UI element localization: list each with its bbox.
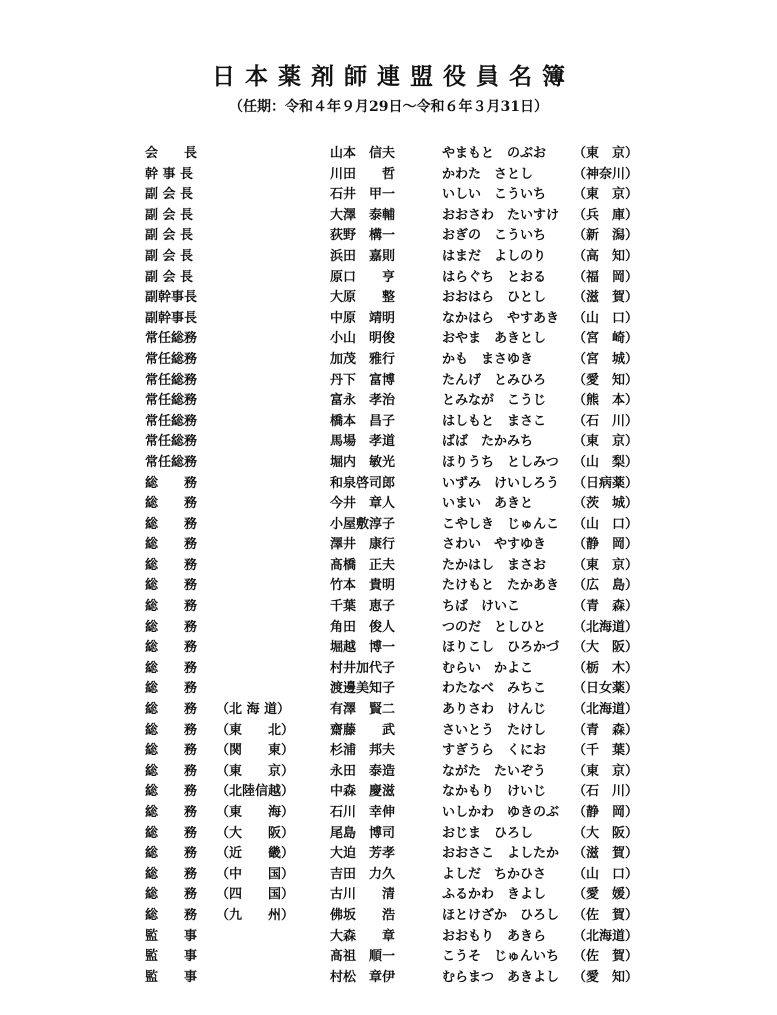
officer-role: 副 会 長 [145, 187, 194, 203]
officer-role: 副 会 長 [145, 228, 194, 244]
officer-name: 有澤 賢二 [330, 702, 396, 718]
officer-name-kana: さいとう たけし [442, 722, 547, 738]
officer-name-kana: いしかわ ゆきのぶ [442, 805, 560, 820]
officer-prefecture: （山 口） [573, 866, 639, 882]
officer-prefecture: （愛 知） [573, 372, 639, 388]
officer-name-kana: おおさわ たいすけ [442, 207, 560, 223]
officer-prefecture: （宮 城） [573, 351, 639, 367]
officer-role: 監 事 [145, 949, 198, 965]
officer-name: 永田 泰造 [330, 763, 396, 779]
officer-name: 今井 章人 [330, 496, 396, 512]
officer-role: 常任総務 [145, 454, 198, 470]
officer-name: 中原 靖明 [330, 310, 396, 326]
officer-role: 総 務 [145, 599, 198, 615]
officer-name-kana: わたなべ みちこ [442, 681, 547, 697]
officer-name: 大迫 芳孝 [330, 846, 396, 862]
officer-prefecture: （広 島） [573, 578, 639, 594]
officer-row [0, 885, 777, 906]
officer-name-kana: おおもり あきら [442, 928, 547, 944]
officer-row [0, 597, 777, 618]
officer-name: 浜田 嘉則 [330, 248, 396, 264]
officer-role: 総 務 [145, 784, 198, 800]
officer-row [0, 576, 777, 597]
officer-role: 会 長 [145, 146, 198, 161]
officer-role: 常任総務 [145, 434, 198, 450]
officer-row [0, 185, 777, 206]
officer-prefecture: （佐 賀） [573, 907, 639, 923]
officer-name-kana: いずみ けいしろう [442, 475, 560, 491]
officer-name: 齋藤 武 [330, 722, 396, 738]
officer-region: （九 州） [216, 907, 295, 923]
officer-row [0, 350, 777, 371]
officer-prefecture: （北海道） [573, 619, 639, 635]
officer-row [0, 947, 777, 968]
officer-row [0, 927, 777, 948]
officer-name: 渡邊美知子 [330, 681, 396, 697]
officer-name-kana: ながた たいぞう [442, 763, 547, 779]
officer-name-kana: いしい こういち [442, 187, 547, 203]
officer-region: （関 東） [216, 743, 295, 759]
officer-role: 総 務 [145, 907, 198, 923]
officer-role: 総 務 [145, 475, 198, 491]
officer-name: 堀内 敏光 [330, 454, 396, 470]
officer-name: 中森 慶滋 [330, 784, 396, 800]
officer-role: 監 事 [145, 969, 198, 985]
officer-prefecture: （愛 知） [573, 969, 639, 985]
officer-name-kana: ありさわ けんじ [442, 702, 547, 718]
officer-name-kana: むらい かよこ [442, 660, 534, 676]
officer-name-kana: いまい あきと [442, 496, 534, 512]
officer-name-kana: はしもと まさこ [442, 413, 547, 429]
officer-name: 馬場 孝道 [330, 434, 396, 450]
officer-name-kana: おやま あきとし [442, 331, 547, 347]
officer-role: 幹 事 長 [145, 166, 194, 182]
officer-name-kana: ふるかわ きよし [442, 887, 547, 903]
officer-name: 杉浦 邦夫 [330, 743, 396, 759]
officer-role: 総 務 [145, 887, 198, 903]
officer-name-kana: おぎの こういち [442, 228, 547, 244]
officer-role: 常任総務 [145, 413, 198, 429]
officer-name-kana: ばば たかみち [442, 434, 534, 450]
officer-region: （東 海） [216, 805, 295, 820]
officer-role: 副 会 長 [145, 269, 194, 285]
officer-role: 副幹事長 [145, 310, 198, 326]
officer-region: （中 国） [216, 866, 295, 882]
officer-row [0, 803, 777, 824]
officer-role: 総 務 [145, 805, 198, 820]
officer-name: 髙祖 順一 [330, 949, 396, 965]
officer-prefecture: （東 京） [573, 187, 639, 203]
officer-name: 加茂 雅行 [330, 351, 396, 367]
officer-role: 副幹事長 [145, 290, 198, 306]
officer-name: 石川 幸伸 [330, 805, 396, 820]
officer-row [0, 309, 777, 330]
officer-prefecture: （宮 崎） [573, 331, 639, 347]
officer-name: 川田 哲 [330, 166, 396, 182]
officer-prefecture: （高 知） [573, 248, 639, 264]
officer-name-kana: なかもり けいじ [442, 784, 547, 800]
officer-region: （東 京） [216, 763, 295, 779]
officer-role: 総 務 [145, 763, 198, 779]
officer-row [0, 247, 777, 268]
officer-region: （北 海 道） [216, 702, 291, 718]
officer-name: 村井加代子 [330, 660, 396, 676]
officer-name: 髙橋 正夫 [330, 557, 396, 573]
officer-prefecture: （静 岡） [573, 537, 639, 553]
officer-name: 千葉 恵子 [330, 599, 396, 615]
officer-name-kana: かわた さとし [442, 166, 534, 182]
officer-prefecture: （大 阪） [573, 825, 639, 841]
officer-row [0, 556, 777, 577]
officer-row [0, 968, 777, 989]
officer-role: 常任総務 [145, 331, 198, 347]
officer-name: 村松 章伊 [330, 969, 396, 985]
officer-row [0, 824, 777, 845]
officer-prefecture: （大 阪） [573, 640, 639, 656]
officer-row [0, 206, 777, 227]
officer-name: 大森 章 [330, 928, 396, 944]
officer-role: 総 務 [145, 702, 198, 718]
officer-name: 丹下 富博 [330, 372, 396, 388]
officer-prefecture: （神奈川） [573, 166, 639, 182]
officer-name: 大原 整 [330, 290, 396, 306]
officer-role: 常任総務 [145, 372, 198, 388]
officer-name: 山本 信夫 [330, 146, 396, 161]
officer-name-kana: ほりうち としみつ [442, 454, 559, 470]
officer-row [0, 679, 777, 700]
officer-row [0, 226, 777, 247]
officer-name-kana: さわい やすゆき [442, 537, 547, 553]
term-period: （任期：令和４年９月29日〜令和６年３月31日） [229, 99, 548, 115]
officer-region: （四 国） [216, 887, 295, 903]
officer-name-kana: たけもと たかあき [442, 578, 560, 594]
officer-name: 原口 亨 [330, 269, 396, 285]
officer-name-kana: なかはら やすあき [442, 310, 560, 326]
officer-name-kana: たんげ とみひろ [442, 372, 547, 388]
officer-name: 尾島 博司 [330, 825, 396, 841]
officer-name-kana: かも まさゆき [442, 351, 534, 367]
officer-name: 吉田 力久 [330, 866, 396, 882]
officer-prefecture: （北海道） [573, 928, 639, 944]
officer-region: （北陸信越） [216, 784, 295, 800]
officer-name: 古川 清 [330, 887, 396, 903]
officer-name-kana: こやしき じゅんこ [442, 516, 560, 532]
officer-name-kana: つのだ としひと [442, 619, 547, 635]
officer-row [0, 618, 777, 639]
officer-name-kana: おおはら ひとし [442, 290, 547, 306]
officer-name-kana: むらまつ あきよし [442, 969, 560, 985]
officer-name-kana: こうそ じゅんいち [442, 949, 560, 965]
officer-prefecture: （山 梨） [573, 454, 639, 470]
officer-prefecture: （北海道） [573, 702, 639, 718]
officer-name: 佛坂 浩 [330, 907, 396, 923]
officer-row [0, 906, 777, 927]
officer-row [0, 391, 777, 412]
officer-name-kana: ちば けいこ [442, 599, 521, 615]
officer-name: 富永 孝治 [330, 393, 396, 409]
officer-name-kana: ほとけざか ひろし [442, 907, 560, 923]
officer-name-kana: おじま ひろし [442, 825, 534, 841]
officer-row [0, 288, 777, 309]
officer-role: 総 務 [145, 866, 198, 882]
officer-region: （東 北） [216, 722, 295, 738]
officer-prefecture: （静 岡） [573, 805, 639, 820]
officer-prefecture: （滋 賀） [573, 846, 639, 862]
officer-name-kana: たかはし まさお [442, 557, 547, 573]
officer-role: 総 務 [145, 578, 198, 594]
officer-row [0, 659, 777, 680]
officer-name-kana: はまだ よしのり [442, 248, 547, 264]
officer-prefecture: （山 口） [573, 310, 639, 326]
officer-row [0, 474, 777, 495]
officer-prefecture: （東 京） [573, 557, 639, 573]
officer-row [0, 412, 777, 433]
officer-role: 総 務 [145, 496, 198, 512]
officer-name: 小山 明俊 [330, 331, 396, 347]
officer-name-kana: とみなが こうじ [442, 393, 547, 409]
officer-prefecture: （東 京） [573, 146, 639, 161]
officer-name-kana: すぎうら くにお [442, 743, 547, 759]
officer-name: 竹本 貴明 [330, 578, 396, 594]
officer-prefecture: （佐 賀） [573, 949, 639, 965]
officer-role: 常任総務 [145, 393, 198, 409]
officer-name-kana: はらぐち とおる [442, 269, 547, 285]
officer-role: 総 務 [145, 825, 198, 841]
officer-region: （近 畿） [216, 846, 295, 862]
officer-role: 総 務 [145, 681, 198, 697]
officer-prefecture: （愛 媛） [573, 887, 639, 903]
officer-role: 常任総務 [145, 351, 198, 367]
officer-prefecture: （日女薬） [573, 681, 639, 697]
officer-prefecture: （日病薬） [573, 475, 639, 491]
officer-prefecture: （福 岡） [573, 269, 639, 285]
officer-prefecture: （熊 本） [573, 393, 639, 409]
officer-row [0, 453, 777, 474]
officer-role: 総 務 [145, 619, 198, 635]
officer-name: 堀越 博一 [330, 640, 396, 656]
officer-prefecture: （石 川） [573, 413, 639, 429]
officer-row [0, 638, 777, 659]
officer-row [0, 144, 777, 165]
officer-prefecture: （新 潟） [573, 228, 639, 244]
officer-role: 総 務 [145, 660, 198, 676]
officer-prefecture: （茨 城） [573, 496, 639, 512]
officer-row [0, 700, 777, 721]
officer-prefecture: （栃 木） [573, 660, 639, 676]
officer-role: 総 務 [145, 640, 198, 656]
officer-name: 小屋敷淳子 [330, 516, 396, 532]
officer-role: 副 会 長 [145, 207, 194, 223]
officer-row [0, 371, 777, 392]
officer-prefecture: （青 森） [573, 599, 639, 615]
officer-prefecture: （千 葉） [573, 743, 639, 759]
officer-role: 総 務 [145, 537, 198, 553]
officer-name-kana: よしだ ちかひさ [442, 866, 547, 882]
officer-row [0, 515, 777, 536]
officer-row [0, 494, 777, 515]
officer-name-kana: やまもと のぶお [442, 146, 547, 161]
officer-row [0, 782, 777, 803]
officer-role: 総 務 [145, 722, 198, 738]
officer-roster [0, 144, 777, 988]
officer-row [0, 721, 777, 742]
officer-region: （大 阪） [216, 825, 295, 841]
officer-row [0, 762, 777, 783]
officer-role: 副 会 長 [145, 248, 194, 264]
officer-row [0, 535, 777, 556]
officer-name: 荻野 構一 [330, 228, 396, 244]
document-title: 日本薬剤師連盟役員名簿 [212, 63, 575, 90]
officer-prefecture: （滋 賀） [573, 290, 639, 306]
officer-prefecture: （青 森） [573, 722, 639, 738]
officer-row [0, 844, 777, 865]
officer-row [0, 165, 777, 186]
officer-prefecture: （石 川） [573, 784, 639, 800]
officer-name: 澤井 康行 [330, 537, 396, 553]
officer-role: 総 務 [145, 743, 198, 759]
officer-name: 大澤 泰輔 [330, 207, 396, 223]
officer-role: 監 事 [145, 928, 198, 944]
officer-prefecture: （東 京） [573, 434, 639, 450]
officer-role: 総 務 [145, 516, 198, 532]
officer-row [0, 268, 777, 289]
officer-row [0, 741, 777, 762]
officer-prefecture: （兵 庫） [573, 207, 639, 223]
officer-row [0, 865, 777, 886]
officer-name: 石井 甲一 [330, 187, 396, 203]
officer-role: 総 務 [145, 557, 198, 573]
officer-row [0, 432, 777, 453]
officer-prefecture: （山 口） [573, 516, 639, 532]
officer-name-kana: ほりこし ひろかづ [442, 640, 560, 656]
officer-name-kana: おおさこ よしたか [442, 846, 560, 862]
officer-row [0, 329, 777, 350]
officer-role: 総 務 [145, 846, 198, 862]
officer-name: 橋本 昌子 [330, 413, 396, 429]
officer-name: 和泉啓司郎 [330, 475, 396, 491]
officer-name: 角田 俊人 [330, 619, 396, 635]
officer-prefecture: （東 京） [573, 763, 639, 779]
